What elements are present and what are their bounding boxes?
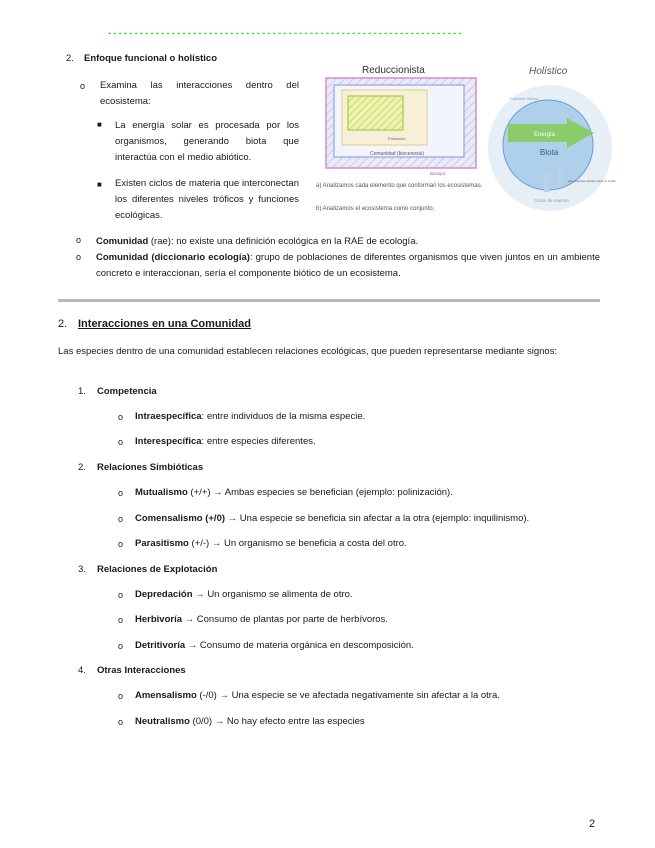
side-note: Las especies actúan sobre el medio bbox=[568, 179, 616, 183]
biotopo-label: Biotopo bbox=[430, 171, 446, 176]
page-number: 2 bbox=[589, 818, 596, 830]
inner-box bbox=[348, 96, 403, 130]
group-heading: Relaciones Simbióticas bbox=[97, 462, 204, 473]
hollow-bullet-icon: o bbox=[118, 514, 124, 524]
group-heading: Otras Interacciones bbox=[97, 665, 186, 676]
list-item: Amensalismo (-/0) → Una especie se ve afectada negativamente sin afectar a la otra. bbox=[135, 690, 500, 701]
hollow-bullet-icon: o bbox=[118, 437, 124, 447]
comunidad-diccionario: Comunidad (diccionario ecología): grupo de poblaciones de diferentes organismos que viven juntos en un ambiente concreto e interaccionan, sería el componente biótico de un ecosistema. bbox=[96, 252, 600, 279]
section2-title: Interacciones en una Comunidad bbox=[78, 318, 251, 330]
energia-label: Energía bbox=[534, 132, 556, 138]
hollow-bullet-icon: o bbox=[118, 691, 124, 701]
hollow-bullet-icon: o bbox=[118, 539, 124, 549]
caption-b: b) Analizamos el ecosistema como conjunto. bbox=[316, 206, 435, 212]
sub-item-energia: La energía solar es procesada por los organismos, generando biota que interactúa con el medio abiótico. bbox=[115, 120, 299, 163]
list-item: Herbivoría → Consumo de plantas por parte de herbívoros. bbox=[135, 614, 388, 625]
hollow-bullet-icon: o bbox=[76, 235, 82, 245]
sub-item-ciclos: Existen ciclos de materia que interconectan los diferentes niveles tróficos y funciones ecológicas. bbox=[115, 178, 299, 221]
biota-label: Biota bbox=[540, 148, 559, 157]
cycle-arrow-up bbox=[558, 164, 563, 186]
section2-intro: Las especies dentro de una comunidad establecen relaciones ecológicas, que pueden representarse mediante signos: bbox=[58, 346, 558, 357]
group-number: 1. bbox=[78, 386, 86, 397]
hollow-bullet-icon: o bbox=[118, 412, 124, 422]
hollow-bullet-icon: o bbox=[118, 488, 124, 498]
square-bullet-icon: ■ bbox=[97, 180, 102, 189]
section2-number: 2. bbox=[58, 318, 68, 330]
group-number: 2. bbox=[78, 462, 86, 473]
hollow-bullet-icon: o bbox=[80, 81, 86, 91]
list-item: Mutualismo (+/+) → Ambas especies se benefician (ejemplo: polinización). bbox=[135, 487, 453, 498]
list-item: Parasitismo (+/-) → Un organismo se beneficia a costa del otro. bbox=[135, 538, 407, 549]
hollow-bullet-icon: o bbox=[118, 717, 124, 727]
inner-label: Población bbox=[388, 136, 406, 141]
right-title: Holístico bbox=[529, 66, 568, 77]
list-item: Detritivoría → Consumo de materia orgánica en descomposición. bbox=[135, 640, 414, 651]
group-number: 4. bbox=[78, 665, 86, 676]
list-item: Comensalismo (+/0) → Una especie se beneficia sin afectar a la otra (ejemplo: inquilinismo). bbox=[135, 513, 530, 524]
list-item: Intraespecífica: entre individuos de la misma especie. bbox=[135, 411, 366, 422]
group-heading: Relaciones de Explotación bbox=[97, 564, 218, 575]
left-title: Reduccionista bbox=[362, 65, 425, 76]
factores-label: Factores físicos bbox=[510, 96, 539, 101]
list-item: Interespecífica: entre especies diferentes. bbox=[135, 436, 316, 447]
comunidad-rae: Comunidad (rae): no existe una definición ecológica en la RAE de ecología. bbox=[96, 236, 419, 247]
community-label: Comunidad (biocenosis) bbox=[370, 151, 424, 157]
ciclos-label: Ciclos de materia bbox=[534, 198, 569, 203]
reduccionista-holistico-figure bbox=[312, 60, 616, 220]
examina-text: Examina las interacciones dentro del ecosistema: bbox=[100, 80, 299, 107]
section1-title: Enfoque funcional o holístico bbox=[84, 53, 217, 64]
list-item: Neutralismo (0/0) → No hay efecto entre las especies bbox=[135, 716, 365, 727]
section1-number: 2. bbox=[66, 53, 74, 64]
list-item: Depredación → Un organismo se alimenta de otro. bbox=[135, 589, 353, 600]
caption-a: a) Analizamos cada elemento que conforman los ecosistemas. bbox=[316, 183, 483, 189]
hollow-bullet-icon: o bbox=[118, 590, 124, 600]
group-heading: Competencia bbox=[97, 386, 157, 397]
hollow-bullet-icon: o bbox=[118, 615, 124, 625]
hollow-bullet-icon: o bbox=[118, 641, 124, 651]
group-number: 3. bbox=[78, 564, 86, 575]
hollow-bullet-icon: o bbox=[76, 252, 82, 262]
section-divider bbox=[58, 299, 600, 302]
cycle-arrow-down bbox=[544, 172, 549, 192]
square-bullet-icon: ■ bbox=[97, 120, 102, 129]
header-dash-divider: - - - - - - - - - - - - - - - - - - - - - - - - - - - - - - - - - - - - - - - - - - - - - - - - - - - - - - - - - - - - - - - - - - - bbox=[108, 28, 462, 39]
